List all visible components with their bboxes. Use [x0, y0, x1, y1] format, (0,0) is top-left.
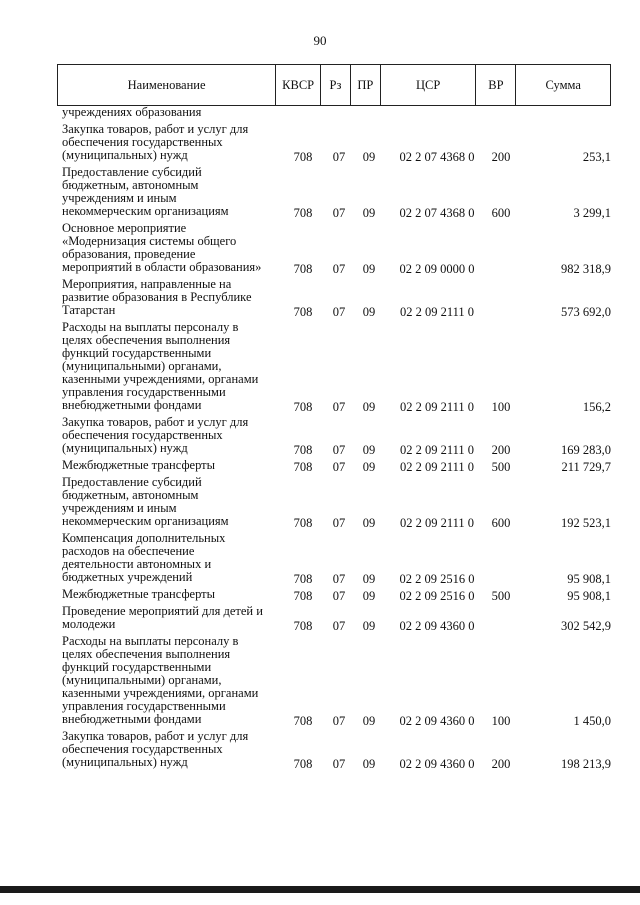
table-row — [0, 106, 640, 123]
cell-csr: 02 2 07 4368 0 — [399, 206, 475, 220]
table-row — [0, 222, 640, 278]
cell-sum: 1 450,0 — [573, 714, 611, 728]
cell-csr: 02 2 09 4360 0 — [399, 619, 475, 633]
table-header — [57, 64, 611, 106]
cell-csr: 02 2 09 2111 0 — [399, 400, 475, 414]
header-csr: ЦСР — [381, 65, 477, 105]
cell-vr: 600 — [491, 516, 511, 530]
name-line: внебюджетными фондами — [62, 712, 202, 726]
cell-kvsr: 708 — [293, 150, 313, 164]
cell-rz: 07 — [332, 572, 346, 586]
name-line: некоммерческим организациям — [62, 514, 229, 528]
cell-pr: 09 — [362, 572, 376, 586]
scan-edge — [0, 886, 640, 893]
name-line: «Модернизация системы общего — [62, 234, 237, 248]
cell-rz: 07 — [332, 400, 346, 414]
name-line: (муниципальных) нужд — [62, 755, 188, 769]
name-line: Предоставление субсидий — [62, 475, 202, 489]
name-line: мероприятий в области образования» — [62, 260, 262, 274]
cell-sum: 156,2 — [582, 400, 611, 414]
cell-kvsr: 708 — [293, 619, 313, 633]
name-line: управления государственными — [62, 385, 226, 399]
name-line: Предоставление субсидий — [62, 165, 202, 179]
name-line: Расходы на выплаты персоналу в — [62, 320, 239, 334]
header-pr: ПР — [351, 65, 381, 105]
table-row — [0, 278, 640, 321]
name-line: Татарстан — [62, 303, 116, 317]
cell-kvsr: 708 — [293, 572, 313, 586]
cell-csr: 02 2 09 2111 0 — [399, 443, 475, 457]
cell-pr: 09 — [362, 150, 376, 164]
cell-csr: 02 2 09 0000 0 — [399, 262, 475, 276]
table-row — [0, 476, 640, 532]
cell-csr: 02 2 09 2111 0 — [399, 305, 475, 319]
cell-rz: 07 — [332, 262, 346, 276]
cell-sum: 982 318,9 — [561, 262, 611, 276]
table-row — [0, 605, 640, 635]
name-line: Компенсация дополнительных — [62, 531, 226, 545]
table-row — [0, 123, 640, 166]
cell-csr: 02 2 09 4360 0 — [399, 757, 475, 771]
cell-rz: 07 — [332, 516, 346, 530]
table-row — [0, 635, 640, 730]
table-row — [0, 416, 640, 459]
name-line: целях обеспечения выполнения — [62, 333, 231, 347]
table-row — [0, 588, 640, 605]
cell-sum: 198 213,9 — [561, 757, 611, 771]
table-row — [0, 166, 640, 222]
cell-kvsr: 708 — [293, 206, 313, 220]
cell-name — [62, 635, 274, 726]
table-row — [0, 730, 640, 773]
cell-rz: 07 — [332, 150, 346, 164]
cell-kvsr: 708 — [293, 714, 313, 728]
cell-vr: 600 — [491, 206, 511, 220]
name-line: управления государственными — [62, 699, 226, 713]
cell-sum: 573 692,0 — [561, 305, 611, 319]
name-line: Расходы на выплаты персоналу в — [62, 634, 239, 648]
cell-vr: 500 — [491, 460, 511, 474]
name-line: развитие образования в Республике — [62, 290, 252, 304]
cell-vr: 500 — [491, 589, 511, 603]
cell-rz: 07 — [332, 443, 346, 457]
cell-name — [62, 166, 274, 218]
cell-vr: 100 — [491, 714, 511, 728]
cell-sum: 253,1 — [582, 150, 611, 164]
cell-pr: 09 — [362, 516, 376, 530]
cell-rz: 07 — [332, 305, 346, 319]
cell-name — [62, 532, 274, 584]
cell-rz: 07 — [332, 757, 346, 771]
name-line: Межбюджетные трансферты — [62, 587, 216, 601]
name-line: Основное мероприятие — [62, 221, 187, 235]
cell-name — [62, 459, 274, 472]
header-kvsr: КВСР — [276, 65, 321, 105]
name-line: деятельности автономных и — [62, 557, 212, 571]
cell-kvsr: 708 — [293, 262, 313, 276]
name-line: образования, проведение — [62, 247, 196, 261]
cell-kvsr: 708 — [293, 516, 313, 530]
cell-sum: 3 299,1 — [573, 206, 611, 220]
table-row — [0, 459, 640, 476]
name-line: казенными учреждениями, органами — [62, 372, 259, 386]
cell-rz: 07 — [332, 589, 346, 603]
name-line: расходов на обеспечение — [62, 544, 195, 558]
header-sum: Сумма — [545, 77, 581, 92]
name-line: казенными учреждениями, органами — [62, 686, 259, 700]
name-line: (муниципальными) органами, — [62, 359, 222, 373]
name-line: некоммерческим организациям — [62, 204, 229, 218]
cell-sum: 211 729,7 — [561, 460, 611, 474]
name-line: целях обеспечения выполнения — [62, 647, 231, 661]
name-line: бюджетным, автономным — [62, 178, 199, 192]
name-line: бюджетных учреждений — [62, 570, 193, 584]
name-line: Проведение мероприятий для детей и — [62, 604, 263, 618]
cell-pr: 09 — [362, 460, 376, 474]
header-rz: Рз — [321, 65, 351, 105]
cell-rz: 07 — [332, 714, 346, 728]
cell-csr: 02 2 09 4360 0 — [399, 714, 475, 728]
cell-name — [62, 476, 274, 528]
name-line: Закупка товаров, работ и услуг для — [62, 729, 249, 743]
cell-rz: 07 — [332, 206, 346, 220]
cell-name — [62, 278, 274, 317]
cell-vr: 200 — [491, 757, 511, 771]
cell-sum: 95 908,1 — [567, 589, 611, 603]
name-line: бюджетным, автономным — [62, 488, 199, 502]
cell-name — [62, 605, 274, 631]
cell-kvsr: 708 — [293, 443, 313, 457]
cell-sum: 192 523,1 — [561, 516, 611, 530]
name-line: учреждениях образования — [62, 105, 202, 119]
cell-kvsr: 708 — [293, 589, 313, 603]
cell-vr: 200 — [491, 443, 511, 457]
cell-csr: 02 2 09 2516 0 — [399, 572, 475, 586]
name-line: Межбюджетные трансферты — [62, 458, 216, 472]
name-line: функций государственными — [62, 346, 212, 360]
name-line: обеспечения государственных — [62, 742, 223, 756]
cell-pr: 09 — [362, 400, 376, 414]
table-row — [0, 321, 640, 416]
header-vr: ВР — [476, 65, 516, 105]
cell-kvsr: 708 — [293, 757, 313, 771]
name-line: (муниципальных) нужд — [62, 148, 188, 162]
cell-pr: 09 — [362, 262, 376, 276]
cell-name — [62, 321, 274, 412]
cell-rz: 07 — [332, 460, 346, 474]
name-line: учреждениям и иным — [62, 191, 177, 205]
cell-name — [62, 416, 274, 455]
cell-pr: 09 — [362, 443, 376, 457]
name-line: молодежи — [62, 617, 116, 631]
name-line: учреждениям и иным — [62, 501, 177, 515]
cell-pr: 09 — [362, 305, 376, 319]
cell-kvsr: 708 — [293, 460, 313, 474]
cell-csr: 02 2 09 2516 0 — [399, 589, 475, 603]
name-line: обеспечения государственных — [62, 428, 223, 442]
table-row — [0, 532, 640, 588]
cell-vr: 200 — [491, 150, 511, 164]
cell-sum: 169 283,0 — [561, 443, 611, 457]
cell-kvsr: 708 — [293, 305, 313, 319]
table-body — [0, 106, 640, 773]
cell-csr: 02 2 09 2111 0 — [399, 516, 475, 530]
cell-kvsr: 708 — [293, 400, 313, 414]
cell-sum: 302 542,9 — [561, 619, 611, 633]
cell-csr: 02 2 09 2111 0 — [399, 460, 475, 474]
cell-sum: 95 908,1 — [567, 572, 611, 586]
cell-name — [62, 222, 274, 274]
cell-pr: 09 — [362, 714, 376, 728]
name-line: функций государственными — [62, 660, 212, 674]
cell-pr: 09 — [362, 757, 376, 771]
header-name: Наименование — [58, 65, 276, 105]
cell-csr: 02 2 07 4368 0 — [399, 150, 475, 164]
cell-name — [62, 588, 274, 601]
cell-pr: 09 — [362, 589, 376, 603]
cell-rz: 07 — [332, 619, 346, 633]
name-line: (муниципальных) нужд — [62, 441, 188, 455]
name-line: внебюджетными фондами — [62, 398, 202, 412]
page-number: 90 — [313, 33, 327, 48]
name-line: Закупка товаров, работ и услуг для — [62, 415, 249, 429]
cell-name — [62, 106, 274, 119]
name-line: (муниципальными) органами, — [62, 673, 222, 687]
name-line: Мероприятия, направленные на — [62, 277, 232, 291]
cell-pr: 09 — [362, 619, 376, 633]
name-line: Закупка товаров, работ и услуг для — [62, 122, 249, 136]
cell-name — [62, 123, 274, 162]
cell-pr: 09 — [362, 206, 376, 220]
name-line: обеспечения государственных — [62, 135, 223, 149]
cell-name — [62, 730, 274, 769]
cell-vr: 100 — [491, 400, 511, 414]
